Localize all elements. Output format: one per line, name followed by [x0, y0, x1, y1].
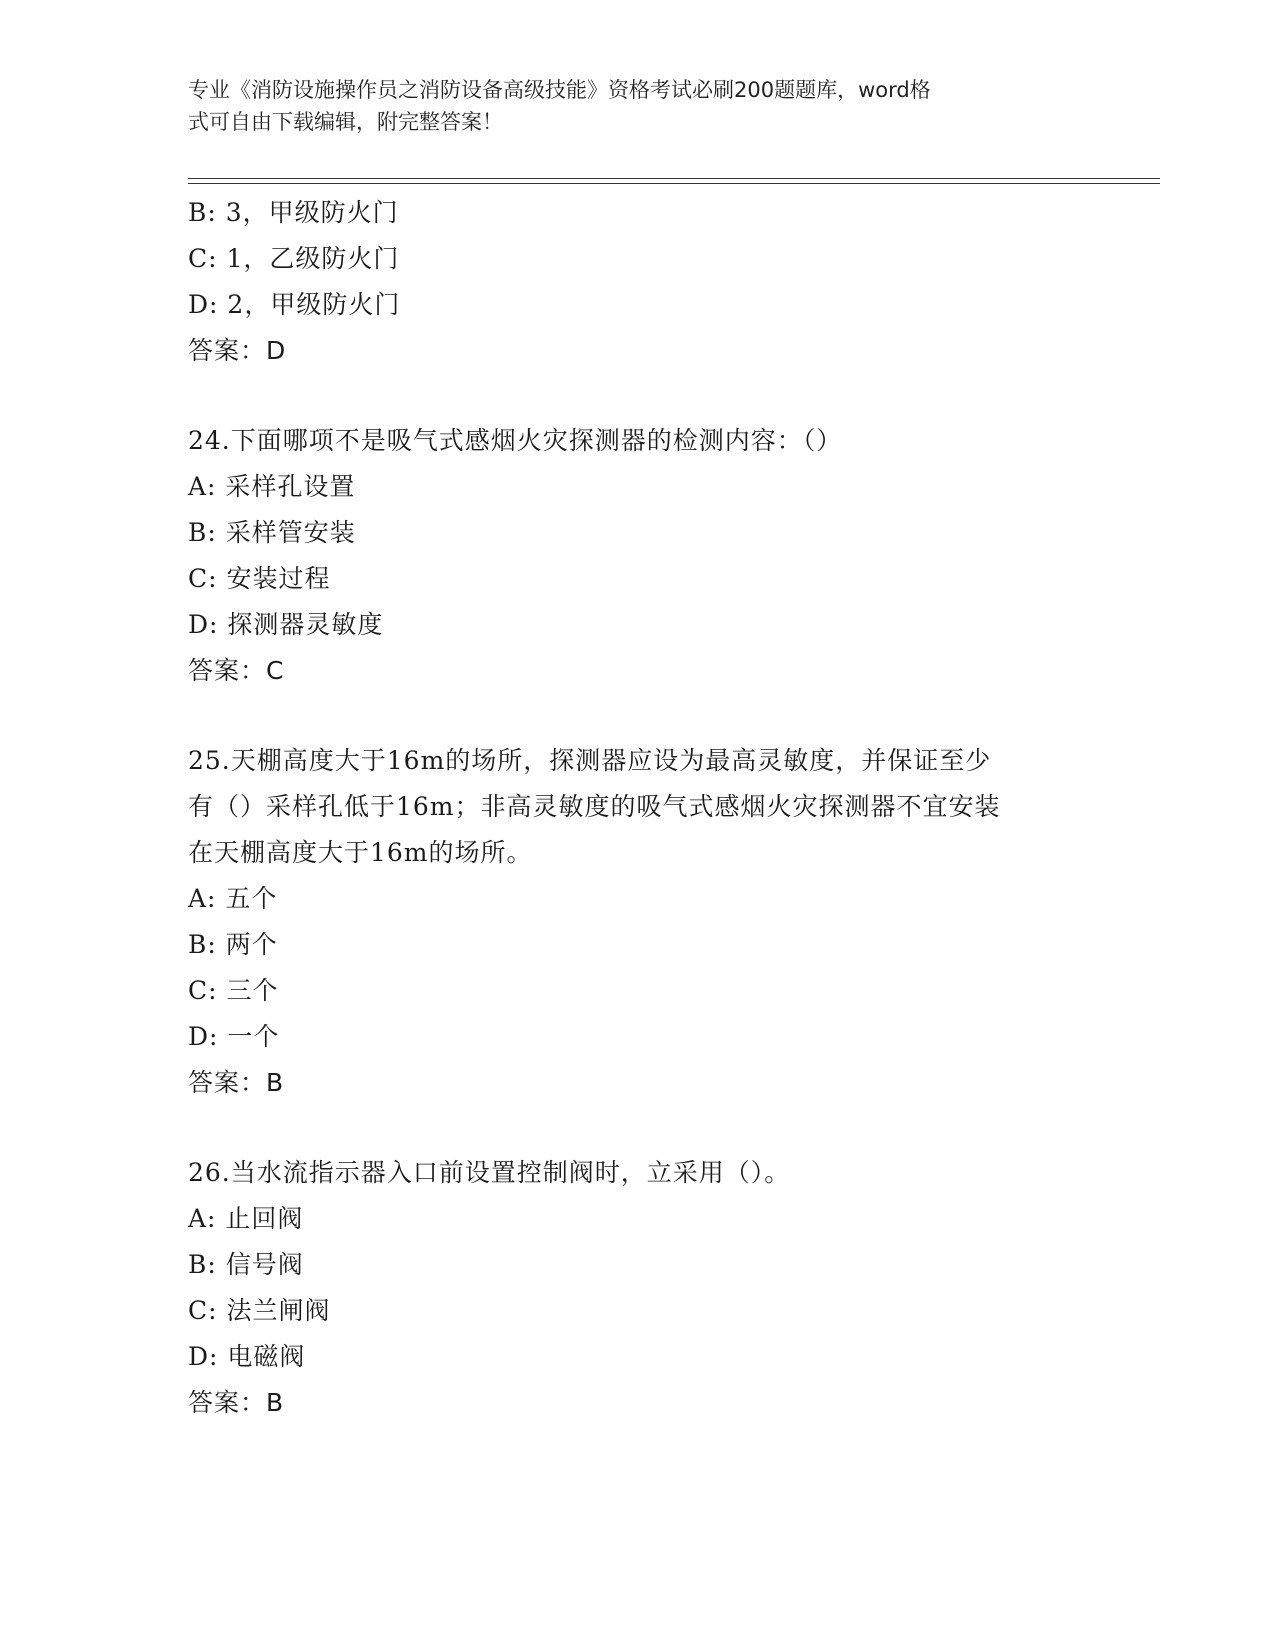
option-b: B: 两个	[188, 930, 278, 959]
option-c: C: 安装过程	[188, 564, 331, 593]
option-a: A: 五个	[188, 884, 278, 913]
option-a: A: 止回阀	[188, 1204, 304, 1233]
question-23-continuation	[188, 190, 1088, 374]
answer-line: 答案：D	[188, 336, 287, 365]
option-b: B: 信号阀	[188, 1250, 304, 1279]
answer-line: 答案：B	[188, 1068, 285, 1097]
document-header	[188, 74, 1068, 138]
question-content	[188, 190, 1088, 1426]
question-text: 24.下面哪项不是吸气式感烟火灾探测器的检测内容：（）	[188, 426, 843, 455]
option-a: A: 采样孔设置	[188, 472, 356, 501]
question-text: 26.当水流指示器入口前设置控制阀时，立采用（）。	[188, 1158, 791, 1187]
option-b: B: 3，甲级防火门	[188, 198, 399, 227]
question-text-line-1: 25.天棚高度大于16m的场所，探测器应设为最高灵敏度，并保证至少	[188, 746, 992, 775]
header-divider-top	[188, 178, 1160, 179]
option-b: B: 采样管安装	[188, 518, 356, 547]
option-d: D: 一个	[188, 1022, 280, 1051]
header-line-1: 专业《消防设施操作员之消防设备高级技能》资格考试必刷200题题库，word格	[188, 78, 931, 102]
question-26	[188, 1150, 1088, 1426]
option-d: D: 2，甲级防火门	[188, 290, 401, 319]
question-24	[188, 418, 1088, 694]
option-d: D: 探测器灵敏度	[188, 610, 384, 639]
header-line-2: 式可自由下载编辑，附完整答案！	[188, 110, 503, 134]
option-c: C: 1，乙级防火门	[188, 244, 400, 273]
option-c: C: 三个	[188, 976, 279, 1005]
option-c: C: 法兰闸阀	[188, 1296, 331, 1325]
answer-line: 答案：B	[188, 1388, 285, 1417]
question-text-line-3: 在天棚高度大于16m的场所。	[188, 838, 533, 867]
question-text-line-2: 有（）采样孔低于16m；非高灵敏度的吸气式感烟火灾探测器不宜安装	[188, 792, 1001, 821]
answer-line: 答案：C	[188, 656, 285, 685]
header-divider-bottom	[188, 183, 1160, 184]
option-d: D: 电磁阀	[188, 1342, 306, 1371]
question-25	[188, 738, 1088, 1106]
